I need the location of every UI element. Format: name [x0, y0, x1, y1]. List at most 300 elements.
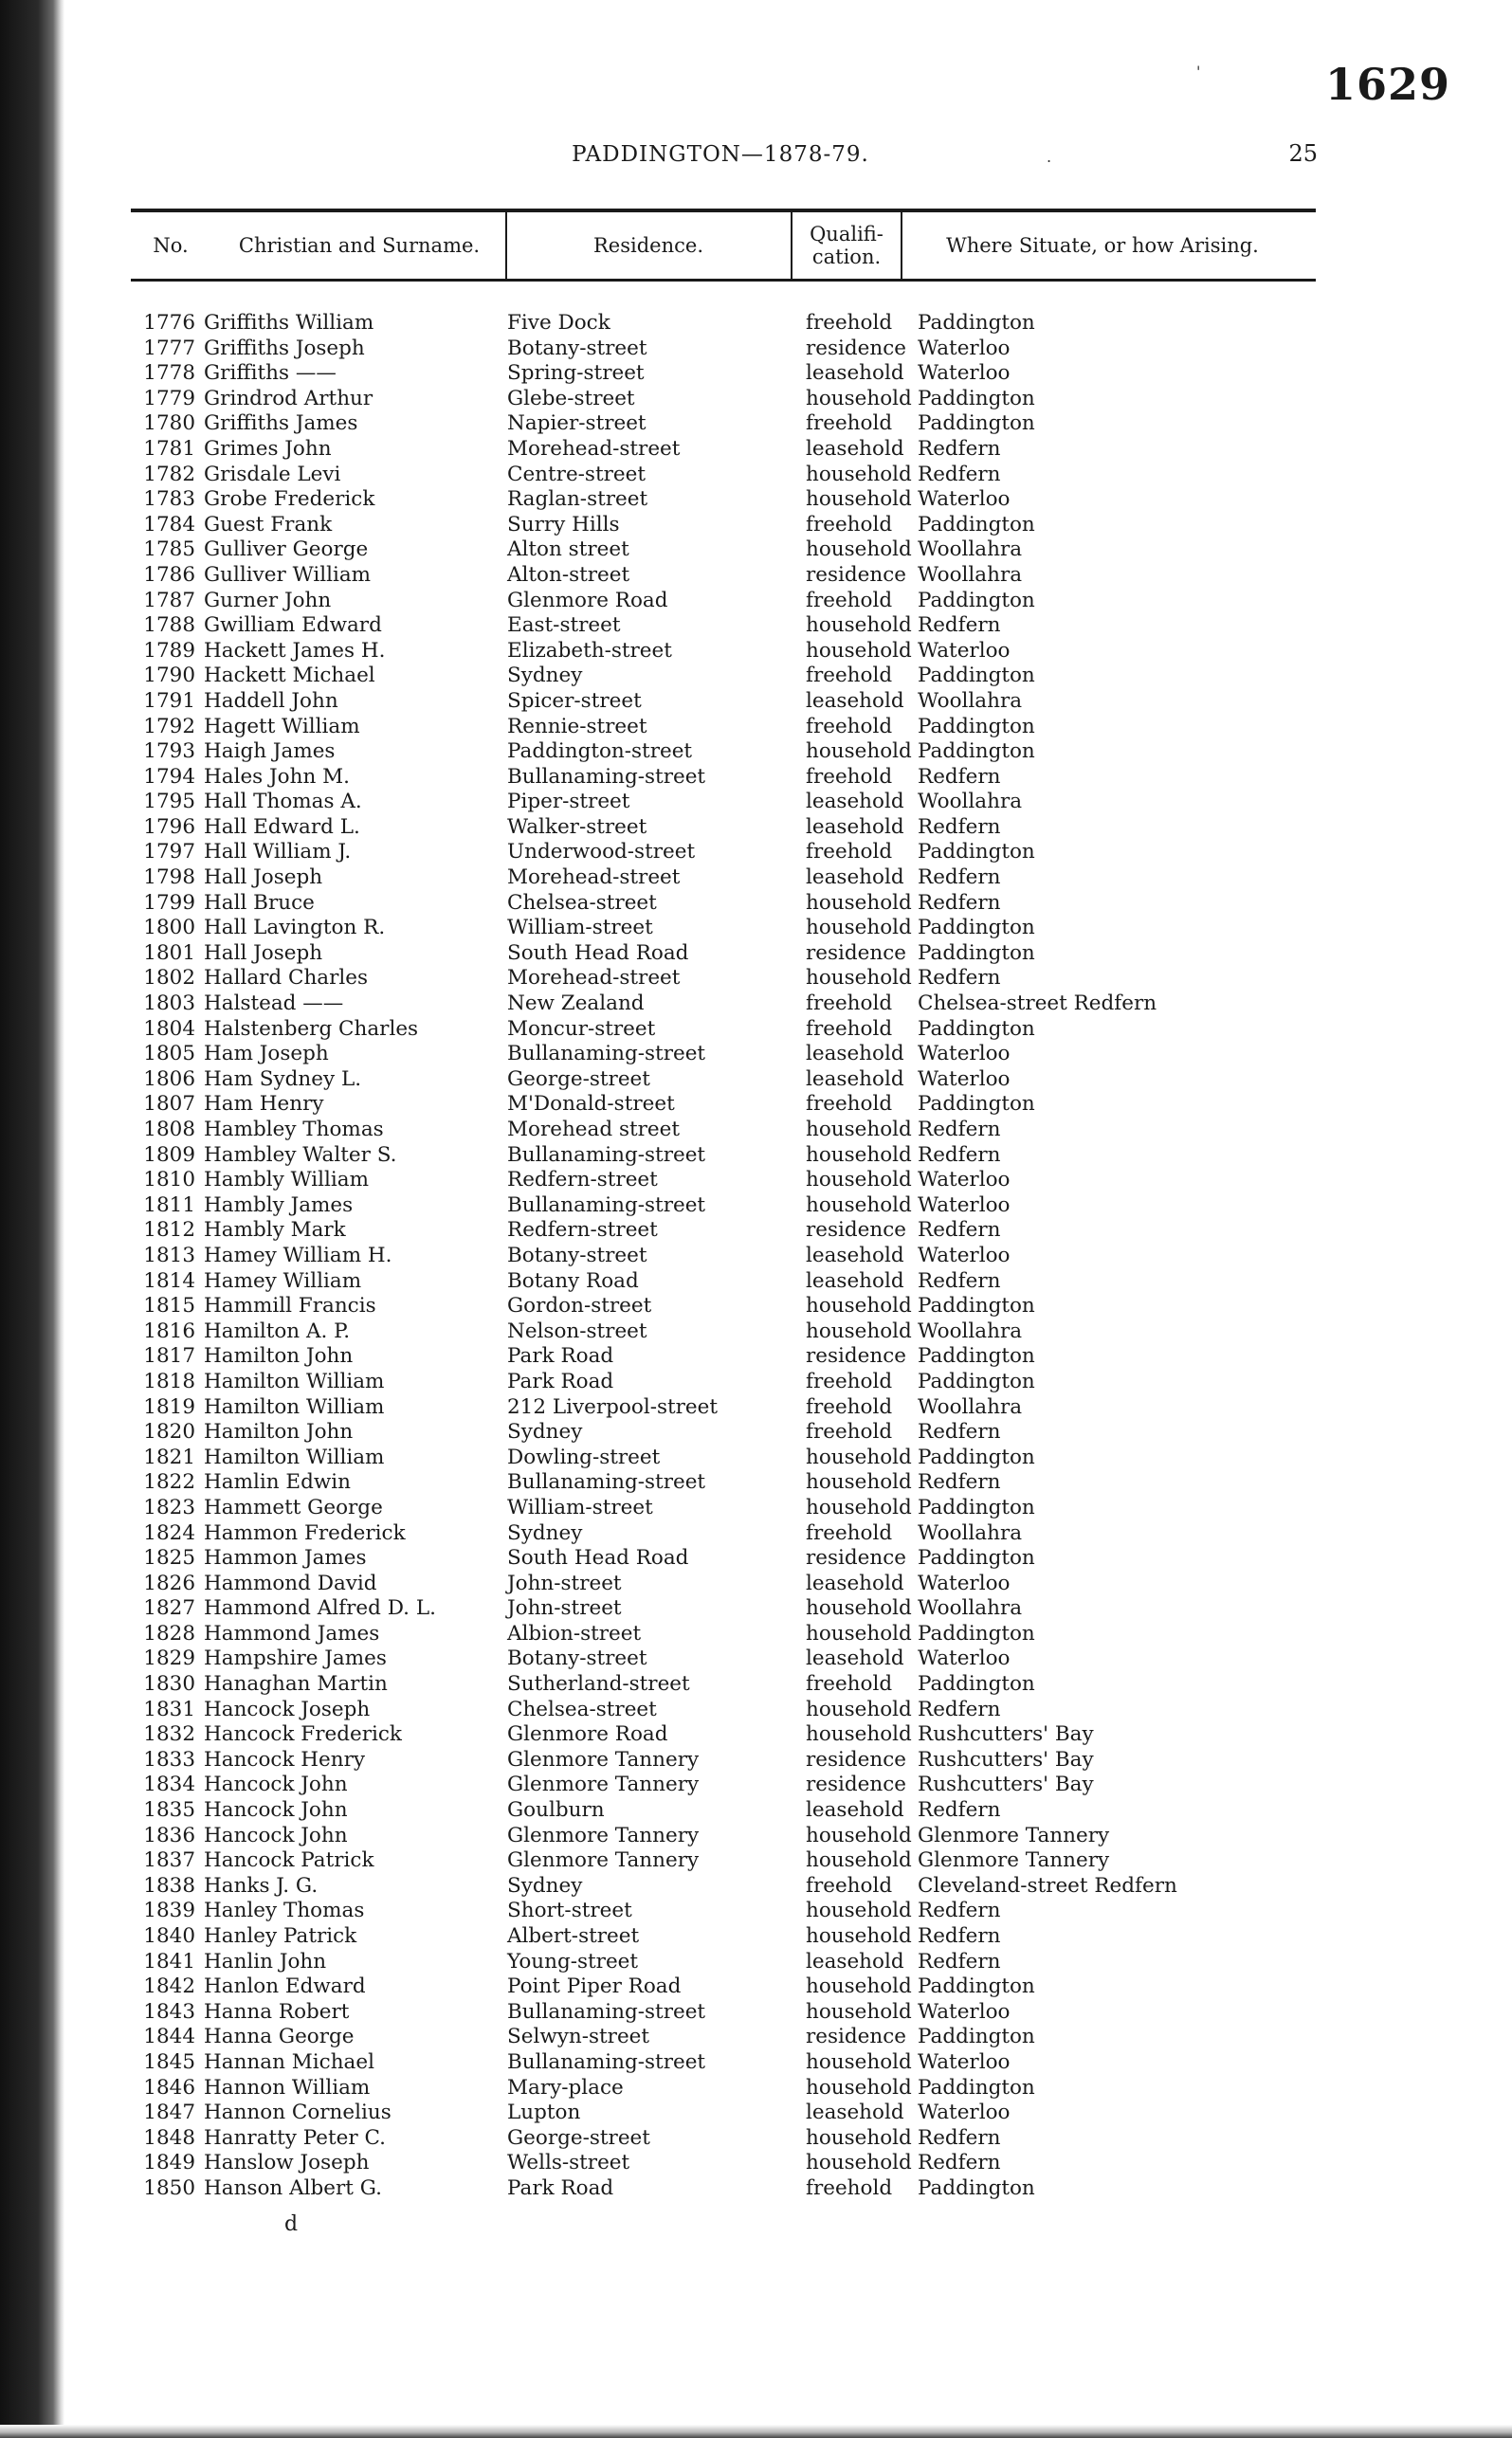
table-row: [123, 1848, 1356, 1874]
table-row: [123, 537, 1356, 563]
table-row: [123, 1722, 1356, 1748]
table-row: [123, 1319, 1356, 1345]
entry-residence: Lupton: [507, 2101, 581, 2125]
entry-qualification: household: [806, 1319, 912, 1343]
entry-residence: Albion-street: [507, 1621, 642, 1646]
entry-qualification: freehold: [806, 311, 893, 335]
signature-mark: d: [284, 2212, 299, 2236]
entry-residence: Redfern-street: [507, 1168, 658, 1192]
entry-where-situate: Waterloo: [918, 487, 1011, 512]
table-row: [123, 1773, 1356, 1798]
table-row: [123, 2101, 1356, 2126]
entry-number: 1835: [143, 1798, 195, 1823]
entry-number: 1818: [143, 1369, 195, 1393]
entry-name: Hanlon Edward: [204, 1974, 366, 1999]
entry-qualification: residence: [806, 1747, 907, 1772]
entry-residence: Sydney: [507, 664, 583, 688]
entry-name: Hanley Patrick: [204, 1924, 357, 1948]
entry-where-situate: Chelsea-street Redfern: [918, 992, 1157, 1016]
entry-where-situate: Woollahra: [918, 688, 1023, 713]
entry-name: Hannon Cornelius: [204, 2101, 392, 2125]
entry-name: Hamlin Edwin: [204, 1470, 351, 1495]
entry-qualification: leasehold: [806, 1066, 904, 1091]
entry-residence: Morehead street: [507, 1118, 680, 1141]
entry-name: Hallard Charles: [204, 966, 369, 991]
entry-number: 1794: [143, 764, 195, 789]
entry-where-situate: Waterloo: [918, 2049, 1011, 2074]
entry-name: Hanks J. G.: [204, 1873, 319, 1898]
entry-residence: John-street: [507, 1596, 622, 1621]
entry-name: Hall Joseph: [204, 865, 323, 890]
table-row: [123, 689, 1356, 715]
entry-residence: Nelson-street: [507, 1319, 647, 1343]
entry-residence: Bullanaming-street: [507, 1142, 706, 1167]
entry-residence: William-street: [507, 916, 653, 940]
scanned-page-edge: [0, 0, 64, 2438]
entry-number: 1816: [143, 1319, 195, 1343]
column-divider: [901, 212, 902, 279]
table-row: [123, 2176, 1356, 2202]
table-row: [123, 311, 1356, 337]
table-row: [123, 589, 1356, 614]
scan-speck: ': [1196, 63, 1201, 81]
entry-name: Hannan Michael: [204, 2049, 374, 2074]
entry-qualification: household: [806, 1596, 912, 1621]
page-number: 1629: [1325, 59, 1451, 110]
entry-name: Hall Joseph: [204, 940, 323, 965]
entry-qualification: household: [806, 966, 912, 991]
entry-name: Hall William J.: [204, 840, 352, 864]
entry-residence: Glenmore Road: [507, 1722, 668, 1747]
entry-qualification: freehold: [806, 1672, 893, 1697]
entry-qualification: leasehold: [806, 1243, 904, 1267]
table-header-rule: [131, 279, 1316, 282]
table-row: [123, 1899, 1356, 1924]
entry-where-situate: Waterloo: [918, 1647, 1011, 1671]
table-row: [123, 916, 1356, 941]
entry-qualification: residence: [806, 940, 907, 965]
entry-residence: Botany-street: [507, 1647, 647, 1671]
entry-number: 1785: [143, 537, 195, 562]
entry-number: 1823: [143, 1495, 195, 1519]
entry-residence: East-street: [507, 613, 621, 638]
entry-residence: Redfern-street: [507, 1218, 658, 1243]
entry-name: Gulliver George: [204, 537, 369, 562]
entry-number: 1830: [143, 1672, 195, 1697]
entry-name: Hanslow Joseph: [204, 2151, 370, 2175]
entry-where-situate: Redfern: [918, 966, 1001, 991]
entry-qualification: residence: [806, 562, 907, 587]
entry-number: 1840: [143, 1924, 195, 1948]
table-row: [123, 1974, 1356, 2000]
entry-name: Hagett William: [204, 714, 360, 738]
entry-number: 1838: [143, 1873, 195, 1898]
entry-where-situate: Waterloo: [918, 1999, 1011, 2024]
entry-name: Hanaghan Martin: [204, 1672, 388, 1697]
entry-where-situate: Paddington: [918, 1294, 1035, 1319]
entry-residence: Glenmore Tannery: [507, 1747, 700, 1772]
entry-where-situate: Paddington: [918, 1369, 1035, 1393]
entry-residence: Alton street: [507, 537, 629, 562]
entry-where-situate: Cleveland-street Redfern: [918, 1873, 1177, 1898]
entry-where-situate: Woollahra: [918, 537, 1023, 562]
entry-where-situate: Paddington: [918, 916, 1035, 940]
entry-where-situate: Redfern: [918, 1798, 1001, 1823]
table-row: [123, 1470, 1356, 1496]
entry-qualification: household: [806, 1118, 912, 1141]
scanned-page-bottom-edge: [0, 2425, 1512, 2438]
entry-name: Hanratty Peter C.: [204, 2125, 386, 2150]
entry-residence: Goulburn: [507, 1798, 605, 1823]
entry-name: Hammond James: [204, 1621, 380, 1646]
entry-where-situate: Paddington: [918, 840, 1035, 864]
entry-residence: Short-street: [507, 1899, 632, 1923]
entry-number: 1807: [143, 1092, 195, 1117]
entry-where-situate: Waterloo: [918, 638, 1011, 663]
entry-number: 1827: [143, 1596, 195, 1621]
entry-residence: Glenmore Road: [507, 588, 668, 612]
entry-name: Hambly James: [204, 1192, 354, 1217]
table-row: [123, 715, 1356, 740]
entry-where-situate: Redfern: [918, 1899, 1001, 1923]
entry-name: Hanna Robert: [204, 1999, 350, 2024]
sheet-number: 25: [1288, 140, 1318, 167]
entry-residence: Sydney: [507, 1873, 583, 1898]
entry-number: 1843: [143, 1999, 195, 2024]
entry-residence: Glenmore Tannery: [507, 1773, 700, 1797]
entry-where-situate: Paddington: [918, 1092, 1035, 1117]
entry-name: Haigh James: [204, 739, 336, 764]
entry-number: 1778: [143, 361, 195, 386]
entry-residence: South Head Road: [507, 940, 689, 965]
entry-residence: Bullanaming-street: [507, 2049, 706, 2074]
table-row: [123, 2025, 1356, 2050]
entry-number: 1811: [143, 1192, 195, 1217]
entry-name: Gwilliam Edward: [204, 613, 382, 638]
entry-where-situate: Paddington: [918, 311, 1035, 335]
entry-name: Hancock Henry: [204, 1747, 366, 1772]
entry-number: 1801: [143, 940, 195, 965]
entry-where-situate: Paddington: [918, 2175, 1035, 2200]
entry-qualification: household: [806, 1974, 912, 1999]
entry-qualification: household: [806, 1142, 912, 1167]
entry-name: Halstead ——: [204, 992, 344, 1016]
entry-where-situate: Paddington: [918, 1621, 1035, 1646]
entry-residence: Centre-street: [507, 462, 646, 486]
entry-qualification: leasehold: [806, 361, 904, 386]
entry-name: Hall Edward L.: [204, 814, 360, 839]
entry-number: 1846: [143, 2075, 195, 2100]
entry-qualification: household: [806, 638, 912, 663]
column-header-name: Christian and Surname.: [238, 233, 481, 257]
entry-residence: Alton-street: [507, 562, 630, 587]
entry-where-situate: Waterloo: [918, 1571, 1011, 1595]
table-body: [123, 311, 1356, 2202]
table-row: [123, 1874, 1356, 1900]
entry-number: 1804: [143, 1016, 195, 1041]
entry-name: Hall Lavington R.: [204, 916, 386, 940]
entry-name: Hamilton William: [204, 1445, 385, 1469]
entry-where-situate: Paddington: [918, 2025, 1035, 2049]
entry-where-situate: Redfern: [918, 1142, 1001, 1167]
entry-name: Hammond David: [204, 1571, 377, 1595]
column-header-no: No.: [153, 233, 189, 257]
entry-number: 1817: [143, 1344, 195, 1369]
entry-number: 1781: [143, 436, 195, 461]
entry-qualification: freehold: [806, 1394, 893, 1419]
entry-qualification: leasehold: [806, 1268, 904, 1293]
table-row: [123, 815, 1356, 841]
entry-qualification: leasehold: [806, 1798, 904, 1823]
entry-residence: Wells-street: [507, 2151, 630, 2175]
entry-where-situate: Glenmore Tannery: [918, 1823, 1110, 1847]
entry-number: 1815: [143, 1294, 195, 1319]
entry-name: Hamey William: [204, 1268, 362, 1293]
table-row: [123, 1622, 1356, 1647]
entry-number: 1796: [143, 814, 195, 839]
entry-number: 1797: [143, 840, 195, 864]
entry-residence: Park Road: [507, 1369, 614, 1393]
entry-residence: Bullanaming-street: [507, 1470, 706, 1495]
entry-qualification: freehold: [806, 1092, 893, 1117]
entry-qualification: household: [806, 1697, 912, 1721]
entry-number: 1784: [143, 512, 195, 537]
entry-name: Hancock John: [204, 1798, 348, 1823]
table-row: [123, 2000, 1356, 2026]
entry-residence: Elizabeth-street: [507, 638, 672, 663]
entry-number: 1836: [143, 1823, 195, 1847]
entry-number: 1842: [143, 1974, 195, 1999]
table-row: [123, 1924, 1356, 1950]
entry-where-situate: Redfern: [918, 1697, 1001, 1721]
column-divider: [505, 212, 507, 279]
entry-where-situate: Paddington: [918, 1016, 1035, 1041]
table-row: [123, 2151, 1356, 2176]
entry-name: Hannon William: [204, 2075, 371, 2100]
entry-name: Hall Bruce: [204, 890, 315, 915]
entry-name: Gurner John: [204, 588, 332, 612]
entry-name: Grindrod Arthur: [204, 386, 373, 410]
entry-number: 1776: [143, 311, 195, 335]
entry-name: Hanson Albert G.: [204, 2175, 382, 2200]
entry-where-situate: Woollahra: [918, 1394, 1023, 1419]
entry-qualification: household: [806, 1168, 912, 1192]
entry-where-situate: Paddington: [918, 2075, 1035, 2100]
entry-residence: Rennie-street: [507, 714, 647, 738]
entry-name: Hamilton William: [204, 1394, 385, 1419]
entry-residence: Morehead-street: [507, 436, 681, 461]
entry-where-situate: Woollahra: [918, 562, 1023, 587]
entry-number: 1788: [143, 613, 195, 638]
entry-qualification: leasehold: [806, 436, 904, 461]
entry-number: 1779: [143, 386, 195, 410]
entry-where-situate: Paddington: [918, 588, 1035, 612]
entry-where-situate: Woollahra: [918, 790, 1023, 814]
table-row: [123, 1218, 1356, 1244]
entry-qualification: household: [806, 462, 912, 486]
entry-residence: Bullanaming-street: [507, 1042, 706, 1066]
entry-where-situate: Waterloo: [918, 1066, 1011, 1091]
entry-number: 1824: [143, 1520, 195, 1545]
entry-name: Hancock Joseph: [204, 1697, 371, 1721]
entry-residence: Morehead-street: [507, 865, 681, 890]
entry-residence: Napier-street: [507, 411, 647, 436]
entry-residence: Walker-street: [507, 814, 647, 839]
entry-number: 1834: [143, 1773, 195, 1797]
entry-number: 1799: [143, 890, 195, 915]
entry-where-situate: Paddington: [918, 411, 1035, 436]
entry-name: Guest Frank: [204, 512, 333, 537]
entry-qualification: leasehold: [806, 1647, 904, 1671]
entry-residence: Park Road: [507, 1344, 614, 1369]
entry-qualification: household: [806, 2049, 912, 2074]
entry-number: 1844: [143, 2025, 195, 2049]
entry-name: Hales John M.: [204, 764, 350, 789]
table-row: [123, 463, 1356, 488]
entry-qualification: household: [806, 1495, 912, 1519]
entry-number: 1810: [143, 1168, 195, 1192]
entry-qualification: leasehold: [806, 2101, 904, 2125]
table-row: [123, 1496, 1356, 1521]
entry-where-situate: Paddington: [918, 1495, 1035, 1519]
entry-name: Hammon James: [204, 1546, 367, 1571]
entry-name: Hamilton A. P.: [204, 1319, 351, 1343]
entry-number: 1822: [143, 1470, 195, 1495]
entry-residence: M'Donald-street: [507, 1092, 675, 1117]
entry-where-situate: Glenmore Tannery: [918, 1848, 1110, 1873]
table-row: [123, 1698, 1356, 1723]
entry-residence: Botany Road: [507, 1268, 639, 1293]
entry-where-situate: Redfern: [918, 613, 1001, 638]
entry-name: Hambly Mark: [204, 1218, 346, 1243]
entry-where-situate: Redfern: [918, 1924, 1001, 1948]
entry-where-situate: Paddington: [918, 714, 1035, 738]
entry-residence: Sutherland-street: [507, 1672, 690, 1697]
entry-qualification: leasehold: [806, 1042, 904, 1066]
entry-qualification: leasehold: [806, 1571, 904, 1595]
entry-number: 1803: [143, 992, 195, 1016]
entry-residence: Young-street: [507, 1949, 639, 1974]
table-row: [123, 639, 1356, 664]
entry-name: Hancock Patrick: [204, 1848, 374, 1873]
entry-number: 1805: [143, 1042, 195, 1066]
entry-qualification: household: [806, 1445, 912, 1469]
table-row: [123, 1118, 1356, 1143]
entry-number: 1839: [143, 1899, 195, 1923]
entry-number: 1825: [143, 1546, 195, 1571]
entry-number: 1819: [143, 1394, 195, 1419]
entry-residence: Dowling-street: [507, 1445, 661, 1469]
entry-number: 1780: [143, 411, 195, 436]
entry-name: Hancock Frederick: [204, 1722, 402, 1747]
entry-residence: George-street: [507, 1066, 650, 1091]
entry-number: 1783: [143, 487, 195, 512]
entry-where-situate: Paddington: [918, 1672, 1035, 1697]
entry-residence: Mary-place: [507, 2075, 624, 2100]
entry-qualification: freehold: [806, 1369, 893, 1393]
column-header-qualification: Qualifi- cation.: [810, 222, 884, 268]
entry-name: Hamey William H.: [204, 1243, 392, 1267]
entry-number: 1802: [143, 966, 195, 991]
entry-where-situate: Redfern: [918, 436, 1001, 461]
entry-residence: Botany-street: [507, 1243, 647, 1267]
entry-where-situate: Paddington: [918, 739, 1035, 764]
entry-qualification: household: [806, 1899, 912, 1923]
entry-residence: Park Road: [507, 2175, 614, 2200]
entry-qualification: freehold: [806, 714, 893, 738]
entry-number: 1826: [143, 1571, 195, 1595]
table-row: [123, 1395, 1356, 1421]
entry-qualification: household: [806, 1294, 912, 1319]
entry-qualification: freehold: [806, 588, 893, 612]
table-row: [123, 513, 1356, 538]
table-row: [123, 1370, 1356, 1395]
table-row: [123, 1950, 1356, 1975]
entry-number: 1798: [143, 865, 195, 890]
entry-where-situate: Redfern: [918, 1949, 1001, 1974]
entry-where-situate: Redfern: [918, 1218, 1001, 1243]
entry-residence: 212 Liverpool-street: [507, 1394, 719, 1419]
entry-residence: Sydney: [507, 1420, 583, 1445]
table-row: [123, 2126, 1356, 2152]
table-row: [123, 1647, 1356, 1672]
entry-qualification: freehold: [806, 1420, 893, 1445]
entry-qualification: freehold: [806, 411, 893, 436]
entry-residence: William-street: [507, 1495, 653, 1519]
entry-residence: Moncur-street: [507, 1016, 656, 1041]
entry-qualification: freehold: [806, 2175, 893, 2200]
entry-where-situate: Redfern: [918, 814, 1001, 839]
table-row: [123, 992, 1356, 1017]
table-row: [123, 1672, 1356, 1698]
entry-qualification: residence: [806, 1773, 907, 1797]
entry-residence: Botany-street: [507, 336, 647, 360]
entry-number: 1837: [143, 1848, 195, 1873]
entry-name: Hampshire James: [204, 1647, 387, 1671]
entry-where-situate: Redfern: [918, 2125, 1001, 2150]
column-header-where: Where Situate, or how Arising.: [946, 233, 1259, 257]
entry-number: 1793: [143, 739, 195, 764]
table-row: [123, 1521, 1356, 1547]
entry-qualification: household: [806, 890, 912, 915]
table-row: [123, 1067, 1356, 1093]
table-row: [123, 437, 1356, 463]
entry-number: 1790: [143, 664, 195, 688]
entry-qualification: household: [806, 487, 912, 512]
entry-number: 1841: [143, 1949, 195, 1974]
entry-residence: Selwyn-street: [507, 2025, 650, 2049]
entry-qualification: residence: [806, 1344, 907, 1369]
entry-name: Hammett George: [204, 1495, 383, 1519]
entry-number: 1828: [143, 1621, 195, 1646]
table-row: [123, 1017, 1356, 1043]
entry-name: Ham Sydney L.: [204, 1066, 362, 1091]
entry-name: Hanley Thomas: [204, 1899, 365, 1923]
entry-name: Griffiths James: [204, 411, 358, 436]
entry-number: 1813: [143, 1243, 195, 1267]
entry-residence: Morehead-street: [507, 966, 681, 991]
entry-residence: Sydney: [507, 1520, 583, 1545]
entry-where-situate: Waterloo: [918, 361, 1011, 386]
entry-qualification: freehold: [806, 840, 893, 864]
table-row: [123, 891, 1356, 917]
entry-qualification: freehold: [806, 992, 893, 1016]
entry-residence: Paddington-street: [507, 739, 693, 764]
entry-residence: Glenmore Tannery: [507, 1823, 700, 1847]
table-row: [123, 966, 1356, 992]
table-row: [123, 1824, 1356, 1849]
table-row: [123, 1596, 1356, 1622]
